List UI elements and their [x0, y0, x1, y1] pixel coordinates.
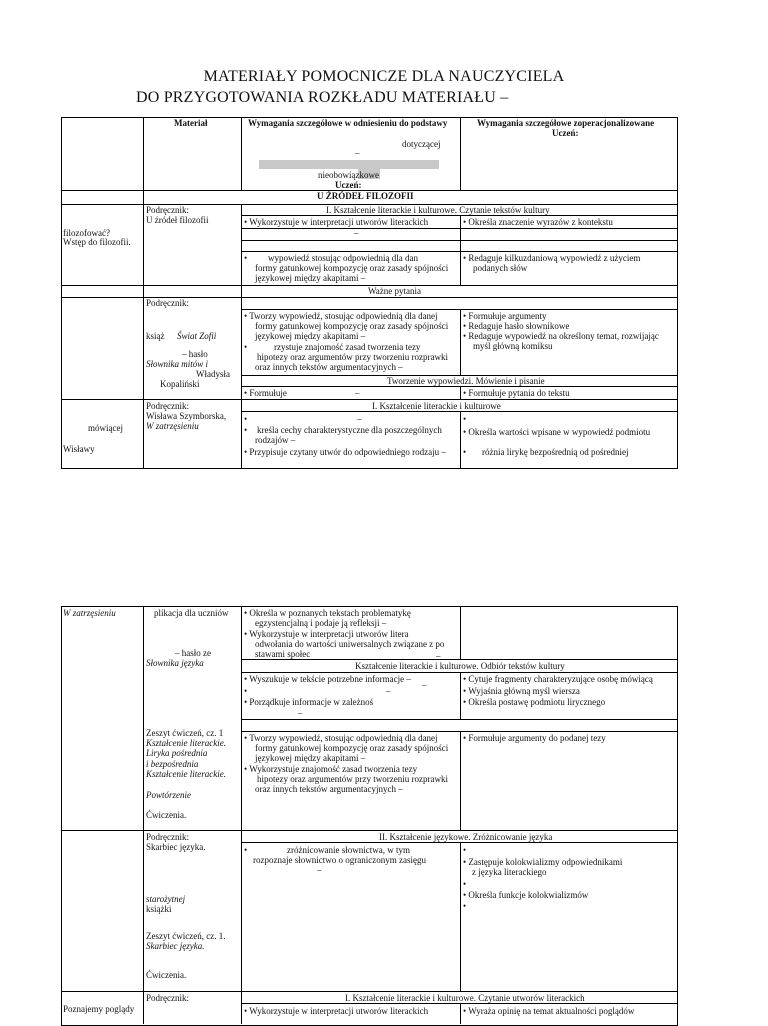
lesson-topic: Wstęp do filozofii. — [63, 237, 131, 247]
material-text: Zeszyt ćwiczeń, cz. 1. — [146, 931, 226, 941]
material-text: Skarbiec języka. — [146, 941, 205, 951]
requirement-item: • — [244, 342, 248, 352]
material-text: Liryka pośrednia — [146, 748, 208, 758]
requirement-item: • — [244, 845, 248, 855]
requirement-item: egzystencjalną i podaje ją refleksji – — [255, 618, 387, 628]
section-band: I. Kształcenie literackie i kulturowe. Czytanie tekstów kultury — [326, 205, 550, 215]
page-subtitle: DO PRZYGOTOWANIA ROZKŁADU MATERIAŁU – — [136, 89, 509, 106]
operational-item: • Określa funkcje kolokwializmów — [463, 890, 589, 900]
requirement-item: zróżnicowanie słownictwa, w tym — [287, 845, 410, 855]
operational-item: podanych słów — [473, 263, 528, 273]
material-text: Podręcznik: — [146, 993, 189, 1003]
operational-item: • Określa znaczenie wyrazów z kontekstu — [463, 217, 613, 227]
material-text: Skarbiec języka. — [146, 842, 206, 852]
requirement-item: oraz innych tekstów argumentacyjnych – — [255, 362, 403, 372]
requirement-item: rzystuje znajomość zasad tworzenia tezy — [274, 342, 421, 352]
header-operational: Wymagania szczegółowe zoperacjonalizowane — [477, 118, 655, 128]
operational-item: • Redaguje wypowiedź na określony temat, rozwijając — [463, 331, 659, 341]
requirement-item: • Formułuje — [244, 388, 287, 398]
material-text: Podręcznik: — [146, 205, 189, 215]
lesson-topic: filozofować? — [63, 228, 110, 238]
requirement-item: odwołania do wartości uniwersalnych związane z po — [255, 639, 445, 649]
requirement-item: formy gatunkowej kompozycję oraz zasady spójności — [255, 263, 449, 273]
section-band: II. Kształcenie językowe. Zróżnicowanie języka — [379, 832, 553, 842]
material-text: Świat Zofii — [177, 331, 217, 341]
requirement-item: • Wykorzystuje w interpretacji utworów litera — [244, 629, 409, 639]
header-req-dash: – — [355, 148, 360, 158]
lesson-topic: mówiącej — [88, 423, 123, 433]
requirement-item: • Porządkuje informacje w zależnoś — [244, 697, 374, 707]
requirement-item: • — [244, 686, 248, 696]
material-text: Podręcznik: — [146, 298, 189, 308]
header-requirements: Wymagania szczegółowe w odniesieniu do podstawy — [248, 118, 448, 128]
requirement-item: – — [436, 651, 441, 661]
requirement-item: hipotezy oraz argumentów przy tworzeniu rozprawki — [257, 774, 449, 784]
operational-item: • Cytuje fragmenty charakteryzujące osobę mówiącą — [463, 674, 653, 684]
material-text: Ćwiczenia. — [146, 810, 187, 820]
requirement-item: • Wykorzystuje w interpretacji utworów literackich — [244, 217, 429, 227]
requirement-item: stawami społec — [255, 649, 311, 659]
material-text: Ćwiczenia. — [146, 970, 187, 980]
material-text: Wisława Szymborska, — [146, 411, 227, 421]
operational-item: • Wyjaśnia główną myśl wiersza — [463, 686, 580, 696]
redacted-bar — [259, 160, 439, 169]
header-req-uczen: Uczeń: — [335, 180, 362, 190]
requirement-item: • — [244, 425, 248, 435]
requirement-item: formy gatunkowej kompozycję oraz zasady spójności — [255, 743, 449, 753]
material-text: starożytnej — [146, 894, 186, 904]
header-req-sub2: nieobowiązkowe — [318, 170, 379, 180]
section-band: Tworzenie wypowiedzi. Mówienie i pisanie — [387, 376, 545, 386]
requirement-item: językowej między akapitami – — [255, 273, 366, 283]
material-text: Kształcenie literackie. — [146, 738, 226, 748]
header-oper-uczen: Uczeń: — [552, 128, 579, 138]
requirement-item: hipotezy oraz argumentów przy tworzeniu rozprawki — [257, 352, 449, 362]
requirement-item: • — [244, 253, 248, 263]
requirement-item: rodzajów – — [255, 435, 296, 445]
material-text: książ — [146, 331, 165, 341]
material-text: książki — [146, 904, 172, 914]
material-text: Kopaliński — [160, 379, 200, 389]
material-text: – hasło ze — [175, 648, 211, 658]
operational-item: • Wyraża opinię na temat aktualności poglądów — [463, 1006, 635, 1016]
material-text: U źródeł filozofii — [146, 215, 209, 225]
requirement-item: – — [317, 865, 322, 875]
requirement-item: • Tworzy wypowiedź, stosując odpowiednią dla danej — [244, 311, 438, 321]
material-text: Podręcznik: — [146, 401, 189, 411]
requirement-item: językowej między akapitami – — [255, 331, 366, 341]
section-band: I. Kształcenie literackie i kulturowe. Czytanie utworów literackich — [345, 993, 585, 1003]
operational-item: • — [463, 447, 467, 457]
requirement-item: – — [355, 388, 360, 398]
requirement-item: – — [354, 228, 359, 238]
requirement-item: kreśla cechy charakterystyczne dla poszczególnych — [257, 425, 442, 435]
operational-item: myśl główną komiksu — [473, 341, 553, 351]
requirement-item: • Wyszukuje w tekście potrzebne informacje – — [244, 674, 411, 684]
operational-item: z języka literackiego — [472, 867, 547, 877]
material-text: Słownika języka — [146, 658, 204, 668]
operational-item: • — [463, 845, 467, 855]
requirement-item: • Tworzy wypowiedź, stosując odpowiednią dla danej — [244, 733, 438, 743]
requirement-item: • Określa w poznanych tekstach problematykę — [244, 608, 411, 618]
requirement-item: językowej między akapitami – — [255, 753, 366, 763]
page-title: MATERIAŁY POMOCNICZE DLA NAUCZYCIELA — [203, 68, 565, 85]
operational-item: • — [463, 901, 467, 911]
operational-item: • Zastępuje kolokwializmy odpowiednikami — [463, 857, 623, 867]
operational-item: • Formułuje argumenty do podanej tezy — [463, 733, 606, 743]
requirement-item: • Przypisuje czytany utwór do odpowiedniego rodzaju – — [244, 447, 446, 457]
operational-item: różnia lirykę bezpośrednią od pośredniej — [482, 447, 629, 457]
section-band: Ważne pytania — [368, 286, 421, 296]
operational-item: • Formułuje argumenty — [463, 311, 547, 321]
requirement-item: rozpoznaje słownictwo o ograniczonym zasięgu — [253, 855, 426, 865]
requirement-item: oraz innych tekstów argumentacyjnych – — [255, 784, 403, 794]
lesson-topic: Poznajemy poglądy — [63, 1004, 135, 1014]
requirement-item: • — [244, 414, 248, 424]
operational-item: • Formułuje pytania do tekstu — [463, 388, 570, 398]
material-text: Władysła — [196, 369, 230, 379]
material-text: i bezpośrednia — [146, 759, 199, 769]
header-material: Materiał — [174, 118, 208, 128]
material-text: Słownika mitów i — [146, 359, 209, 369]
section-band: I. Kształcenie literackie i kulturowe — [372, 401, 501, 411]
lesson-topic: W zatrzęsieniu — [63, 608, 116, 618]
material-text: Zeszyt ćwiczeń, cz. 1 — [146, 728, 224, 738]
operational-item: • Redaguje kilkuzdaniową wypowiedź z użyciem — [463, 253, 641, 263]
operational-item: • Określa postawę podmiotu lirycznego — [463, 697, 606, 707]
requirement-item: – — [386, 686, 391, 696]
operational-item: • — [463, 879, 467, 889]
requirement-item: – — [298, 708, 303, 718]
material-text: Kształcenie literackie. — [146, 769, 226, 779]
material-text: W zatrzęsieniu — [146, 421, 199, 431]
requirement-item: – — [422, 680, 427, 690]
material-text: – hasło — [182, 349, 208, 359]
operational-item: • Redaguje hasło słownikowe — [463, 321, 570, 331]
requirement-item: • Wykorzystuje w interpretacji utworów literackich — [244, 1006, 429, 1016]
section-title: U ŹRÓDEŁ FILOZOFII — [317, 191, 414, 201]
material-text: Powtórzenie — [146, 790, 191, 800]
header-req-sub1: dotyczącej — [402, 139, 441, 149]
operational-item: • Określa wartości wpisane w wypowiedź podmiotu — [463, 427, 651, 437]
requirement-item: formy gatunkowej kompozycję oraz zasady spójności — [255, 321, 449, 331]
material-text: Podręcznik: — [146, 832, 189, 842]
requirement-item: – — [357, 414, 362, 424]
lesson-topic: Wisławy — [63, 444, 95, 454]
requirement-item: • Wykorzystuje znajomość zasad tworzenia tezy — [244, 764, 418, 774]
operational-item: • — [463, 414, 467, 424]
requirement-item: wypowiedź stosując odpowiednią dla dan — [268, 253, 418, 263]
material-text: plikacja dla uczniów — [154, 608, 229, 618]
section-band: Kształcenie literackie i kulturowe. Odbiór tekstów kultury — [355, 661, 565, 671]
